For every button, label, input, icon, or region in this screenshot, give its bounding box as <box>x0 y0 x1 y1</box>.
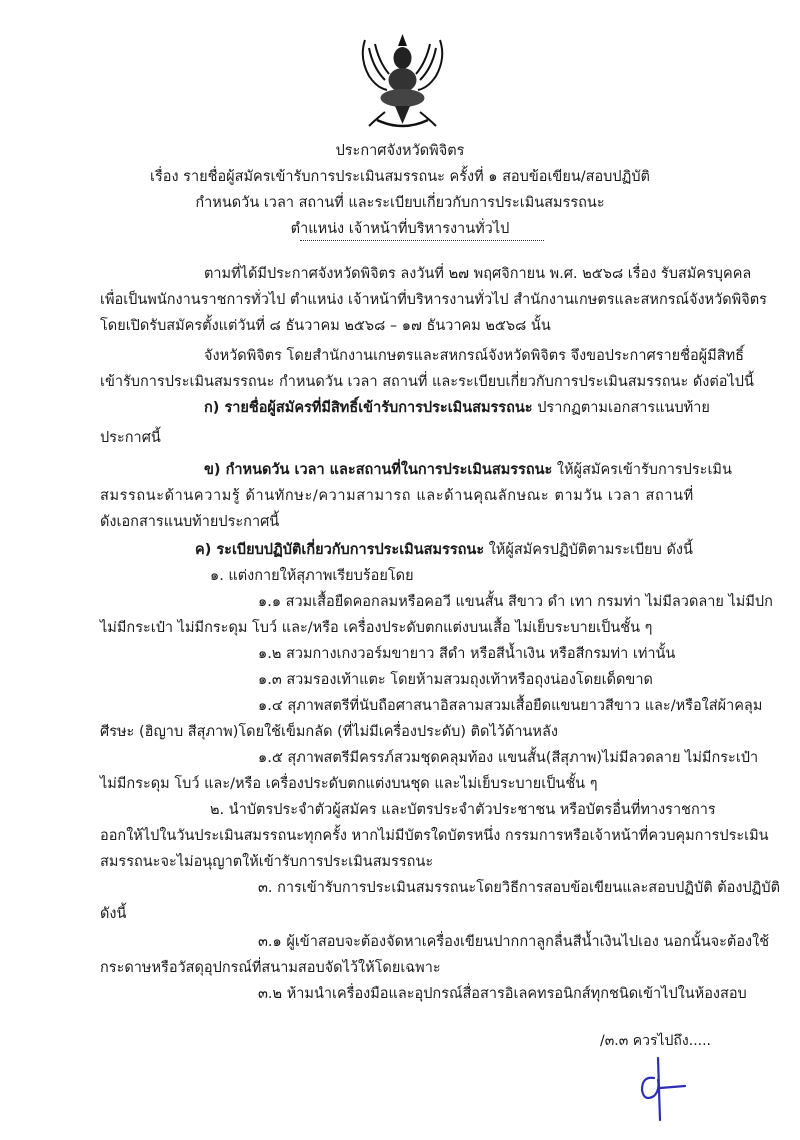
rule-2-line-1: ๒. นำบัตรประจำตัวผู้สมัคร และบัตรประจำตัวประชาชน หรือบัตรอื่นที่ทางราชการ <box>210 802 716 818</box>
rule-2-line-3: สมรรถนะจะไม่อนุญาตให้เข้ารับการประเมินสมรรถนะ <box>100 854 434 870</box>
subject-line-2: กำหนดวัน เวลา สถานที่ และระเบียบเกี่ยวกับการประเมินสมรรถนะ <box>195 195 605 211</box>
section-a-text: ปรากฏตามเอกสารแนบท้าย <box>532 400 710 416</box>
paragraph-2-line-1: จังหวัดพิจิตร โดยสำนักงานเกษตรและสหกรณ์จังหวัดพิจิตร จึงขอประกาศรายชื่อผู้มีสิทธิ์ <box>204 348 744 364</box>
section-a-line <box>204 395 710 421</box>
section-a-heading: ก) รายชื่อผู้สมัครที่มีสิทธิ์เข้ารับการประเมินสมรรถนะ <box>204 400 533 416</box>
rule-3-1-line-2: กระดาษหรือวัสดุอุปกรณ์ที่สนามสอบจัดไว้ให้โดยเฉพาะ <box>100 960 441 976</box>
paragraph-1-line-2: เพื่อเป็นพนักงานราชการทั่วไป ตำแหน่ง เจ้าหน้าที่บริหารงานทั่วไป สำนักงานเกษตรและสหกรณ์จังหวัดพิจิตร <box>100 292 767 308</box>
rule-1-1-line-1: ๑.๑ สวมเสื้อยืดคอกลมหรือคอวี แขนสั้น สีขาว ดำ เทา กรมท่า ไม่มีลวดลาย ไม่มีปก <box>258 594 773 610</box>
garuda-emblem-icon <box>355 28 450 133</box>
rule-3-line-1: ๓. การเข้ารับการประเมินสมรรถนะโดยวิธีการสอบข้อเขียนและสอบปฏิบัติ ต้องปฏิบัติ <box>258 880 780 896</box>
rule-1-4-line-2: ศีรษะ (ฮิญาบ สีสุภาพ)โดยใช้เข็มกลัด (ที่ไม่มีเครื่องประดับ) ติดไว้ด้านหลัง <box>100 724 558 740</box>
paragraph-1-line-3: โดยเปิดรับสมัครตั้งแต่วันที่ ๘ ธันวาคม ๒๕๖๘ – ๑๗ ธันวาคม ๒๕๖๘ นั้น <box>100 318 551 334</box>
section-c-heading: ค) ระเบียบปฏิบัติเกี่ยวกับการประเมินสมรรถนะ <box>195 542 485 558</box>
subject-line-1: เรื่อง รายชื่อผู้สมัครเข้ารับการประเมินสมรรถนะ ครั้งที่ ๑ สอบข้อเขียน/สอบปฏิบัติ <box>150 169 650 185</box>
rule-3-line-2: ดังนี้ <box>100 906 127 922</box>
paragraph-2-line-2: เข้ารับการประเมินสมรรถนะ กำหนดวัน เวลา สถานที่ และระเบียบเกี่ยวกับการประเมินสมรรถนะ ดังต่อไปนี้ <box>100 374 754 390</box>
section-c-line <box>195 537 693 563</box>
rule-1-3: ๑.๓ สวมรองเท้าแตะ โดยห้ามสวมถุงเท้าหรือถุงน่องโดยเด็ดขาด <box>258 672 653 688</box>
section-b-line <box>204 457 732 483</box>
announcement-title: ประกาศจังหวัดพิจิตร <box>335 143 465 159</box>
rule-3-1-line-1: ๓.๑ ผู้เข้าสอบจะต้องจัดหาเครื่องเขียนปากกาลูกลื่นสีน้ำเงินไปเอง นอกนั้นจะต้องใช้ <box>258 934 770 950</box>
rule-2-line-2: ออกให้ไปในวันประเมินสมรรถนะทุกครั้ง หากไม่มีบัตรใดบัตรหนึ่ง กรรมการหรือเจ้าหน้าที่ควบคุมการประเมิน <box>100 828 769 844</box>
section-a-cont: ประกาศนี้ <box>100 430 161 446</box>
section-c-text: ให้ผู้สมัครปฏิบัติตามระเบียบ ดังนี้ <box>484 542 693 558</box>
continuation-note: /๓.๓ ควรไปถึง..... <box>600 1033 711 1049</box>
handwritten-initials-icon <box>630 1050 710 1140</box>
position-line: ตำแหน่ง เจ้าหน้าที่บริหารงานทั่วไป <box>290 221 510 237</box>
document-header <box>0 138 800 242</box>
rule-1: ๑. แต่งกายให้สุภาพเรียบร้อยโดย <box>210 568 414 584</box>
rule-1-1-line-2: ไม่มีกระเป๋า ไม่มีกระดุม โบว์ และ/หรือ เครื่องประดับตกแต่งบนเสื้อ ไม่เย็บระบายเป็นชั้น ๆ <box>100 620 653 636</box>
paragraph-1-line-1: ตามที่ได้มีประกาศจังหวัดพิจิตร ลงวันที่ ๒๗ พฤศจิกายน พ.ศ. ๒๕๖๘ เรื่อง รับสมัครบุคคล <box>204 266 752 282</box>
rule-1-2: ๑.๒ สวมกางเกงวอร์มขายาว สีดำ หรือสีน้ำเงิน หรือสีกรมท่า เท่านั้น <box>258 646 676 662</box>
rule-1-4-line-1: ๑.๔ สุภาพสตรีที่นับถือศาสนาอิสลามสวมเสื้อยืดแขนยาวสีขาว และ/หรือใส่ผ้าคลุม <box>258 698 763 714</box>
separator-dots <box>300 240 544 241</box>
section-b-cont-2: ดังเอกสารแนบท้ายประกาศนี้ <box>100 514 280 530</box>
rule-1-5-line-1: ๑.๕ สุภาพสตรีมีครรภ์สวมชุดคลุมท้อง แขนสั้น(สีสุภาพ)ไม่มีลวดลาย ไม่มีกระเป๋า <box>258 750 759 766</box>
rule-1-5-line-2: ไม่มีกระดุม โบว์ และ/หรือ เครื่องประดับตกแต่งบนชุด และไม่เย็บระบายเป็นชั้น ๆ <box>100 776 598 792</box>
section-b-text: ให้ผู้สมัครเข้ารับการประเมิน <box>552 462 732 478</box>
rule-3-2: ๓.๒ ห้ามนำเครื่องมือและอุปกรณ์สื่อสารอิเลคทรอนิกส์ทุกชนิดเข้าไปในห้องสอบ <box>258 986 747 1002</box>
section-b-heading: ข) กำหนดวัน เวลา และสถานที่ในการประเมินสมรรถนะ <box>204 462 553 478</box>
section-b-cont-1: สมรรถนะด้านความรู้ ด้านทักษะ/ความสามารถ และด้านคุณลักษณะ ตามวัน เวลา สถานที่ <box>100 488 694 504</box>
